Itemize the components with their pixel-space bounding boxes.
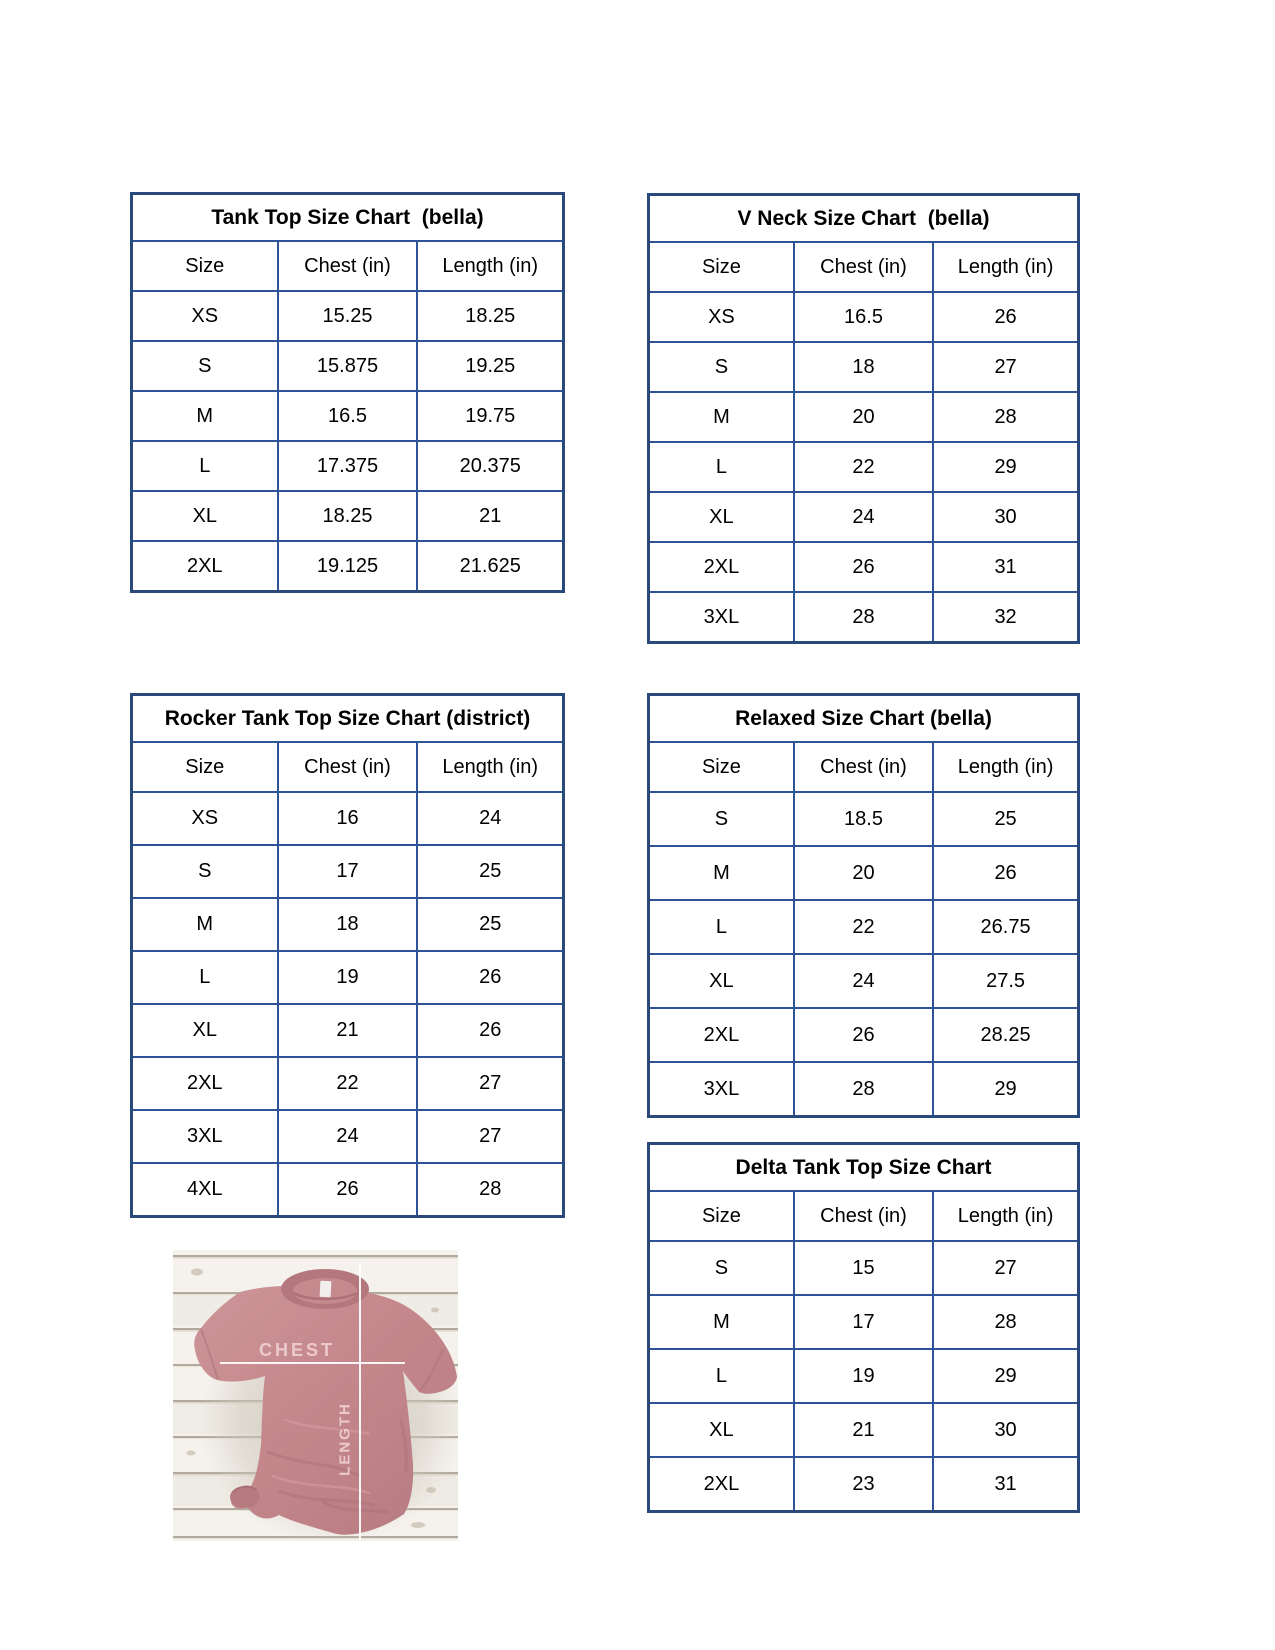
table-row [649, 442, 1079, 492]
neck-label [320, 1281, 332, 1298]
length-cell: 26 [417, 951, 563, 1004]
table-header-row [649, 742, 1079, 792]
chest-cell: 24 [794, 492, 933, 542]
size-cell: 3XL [649, 592, 794, 643]
length-cell: 24 [417, 792, 563, 845]
size-cell: 2XL [649, 542, 794, 592]
size-cell: 3XL [649, 1062, 794, 1117]
table-title: Delta Tank Top Size Chart [649, 1144, 1079, 1192]
table-row [649, 392, 1079, 442]
table-title-row [132, 695, 564, 743]
size-cell: 2XL [132, 541, 278, 592]
table-row [649, 292, 1079, 342]
length-cell: 19.75 [417, 391, 563, 441]
length-cell: 29 [933, 1062, 1078, 1117]
length-cell: 31 [933, 542, 1078, 592]
length-cell: 25 [417, 845, 563, 898]
chest-cell: 21 [278, 1004, 418, 1057]
chest-cell: 15 [794, 1241, 933, 1295]
table-row [132, 1110, 564, 1163]
length-cell: 28.25 [933, 1008, 1078, 1062]
table-row [649, 1008, 1079, 1062]
column-header-chest: Chest (in) [794, 242, 933, 292]
column-header-size: Size [649, 742, 794, 792]
v-neck-size-chart-table [647, 193, 1080, 644]
length-cell: 26 [933, 846, 1078, 900]
size-cell: L [132, 441, 278, 491]
chest-cell: 15.875 [278, 341, 418, 391]
length-cell: 21 [417, 491, 563, 541]
length-cell: 25 [933, 792, 1078, 846]
chest-cell: 17 [794, 1295, 933, 1349]
length-cell: 26 [417, 1004, 563, 1057]
size-cell: XL [649, 492, 794, 542]
table-row [132, 1163, 564, 1217]
table-row [132, 845, 564, 898]
relaxed-size-chart-table [647, 693, 1080, 1118]
length-cell: 27 [933, 1241, 1078, 1295]
chest-cell: 22 [794, 900, 933, 954]
size-cell: 2XL [132, 1057, 278, 1110]
chest-cell: 20 [794, 846, 933, 900]
column-header-chest: Chest (in) [794, 1191, 933, 1241]
chest-cell: 20 [794, 392, 933, 442]
size-cell: S [649, 342, 794, 392]
chest-cell: 18 [794, 342, 933, 392]
table-row [649, 846, 1079, 900]
size-cell: L [649, 900, 794, 954]
table-row [132, 1057, 564, 1110]
tank-top-size-chart-table [130, 192, 565, 593]
table-title-row [649, 195, 1079, 243]
table-row [649, 1295, 1079, 1349]
length-cell: 28 [417, 1163, 563, 1217]
table-row [649, 1457, 1079, 1512]
length-cell: 26 [933, 292, 1078, 342]
length-cell: 32 [933, 592, 1078, 643]
size-cell: L [132, 951, 278, 1004]
length-label: LENGTH [336, 1402, 354, 1476]
chest-cell: 16.5 [794, 292, 933, 342]
chest-cell: 19 [794, 1349, 933, 1403]
table-row [132, 491, 564, 541]
chest-cell: 21 [794, 1403, 933, 1457]
table-row [649, 954, 1079, 1008]
table-row [132, 441, 564, 491]
chest-cell: 28 [794, 592, 933, 643]
table-header-row [132, 241, 564, 291]
table-title: Rocker Tank Top Size Chart (district) [132, 695, 564, 743]
size-cell: M [132, 391, 278, 441]
size-cell: L [649, 1349, 794, 1403]
size-cell: L [649, 442, 794, 492]
chest-cell: 22 [794, 442, 933, 492]
chest-cell: 24 [794, 954, 933, 1008]
table-row [649, 1403, 1079, 1457]
chest-label: CHEST [258, 1340, 336, 1360]
chest-cell: 26 [794, 542, 933, 592]
table-row [132, 898, 564, 951]
tshirt-measurement-illustration [173, 1250, 458, 1541]
size-cell: 4XL [132, 1163, 278, 1217]
length-cell: 27 [417, 1057, 563, 1110]
table-row [649, 542, 1079, 592]
chest-cell: 28 [794, 1062, 933, 1117]
table-row [649, 1241, 1079, 1295]
size-cell: XL [132, 1004, 278, 1057]
table-row [649, 900, 1079, 954]
size-cell: M [132, 898, 278, 951]
column-header-size: Size [132, 241, 278, 291]
size-cell: 2XL [649, 1457, 794, 1512]
column-header-length: Length (in) [417, 742, 563, 792]
size-cell: 3XL [132, 1110, 278, 1163]
chest-cell: 15.25 [278, 291, 418, 341]
length-cell: 27 [933, 342, 1078, 392]
chest-cell: 19 [278, 951, 418, 1004]
column-header-length: Length (in) [933, 242, 1078, 292]
chest-cell: 18.25 [278, 491, 418, 541]
chest-cell: 19.125 [278, 541, 418, 592]
table-title-row [649, 695, 1079, 743]
chest-cell: 18 [278, 898, 418, 951]
size-cell: S [132, 341, 278, 391]
chest-cell: 22 [278, 1057, 418, 1110]
column-header-length: Length (in) [417, 241, 563, 291]
column-header-chest: Chest (in) [278, 742, 418, 792]
chest-cell: 24 [278, 1110, 418, 1163]
table-header-row [132, 742, 564, 792]
table-row [649, 792, 1079, 846]
length-cell: 19.25 [417, 341, 563, 391]
table-header-row [649, 1191, 1079, 1241]
size-cell: XS [649, 292, 794, 342]
length-cell: 28 [933, 392, 1078, 442]
tshirt-measurement-photo [173, 1250, 458, 1541]
table-title-row [132, 194, 564, 242]
delta-tank-top-size-chart-table [647, 1142, 1080, 1513]
length-cell: 25 [417, 898, 563, 951]
size-cell: S [649, 1241, 794, 1295]
size-cell: S [649, 792, 794, 846]
size-cell: XS [132, 792, 278, 845]
table-row [649, 1349, 1079, 1403]
table-row [132, 341, 564, 391]
table-row [132, 1004, 564, 1057]
length-cell: 29 [933, 442, 1078, 492]
table-row [649, 492, 1079, 542]
size-cell: XL [649, 954, 794, 1008]
length-cell: 27 [417, 1110, 563, 1163]
column-header-chest: Chest (in) [794, 742, 933, 792]
column-header-length: Length (in) [933, 742, 1078, 792]
chest-cell: 23 [794, 1457, 933, 1512]
table-title: Tank Top Size Chart (bella) [132, 194, 564, 242]
chest-cell: 16 [278, 792, 418, 845]
length-cell: 30 [933, 1403, 1078, 1457]
length-cell: 31 [933, 1457, 1078, 1512]
length-cell: 18.25 [417, 291, 563, 341]
table-row [649, 1062, 1079, 1117]
table-row [649, 342, 1079, 392]
table-row [132, 951, 564, 1004]
table-row [132, 792, 564, 845]
column-header-chest: Chest (in) [278, 241, 418, 291]
length-cell: 30 [933, 492, 1078, 542]
rocker-tank-top-size-chart-table [130, 693, 565, 1218]
table-row [649, 592, 1079, 643]
length-cell: 29 [933, 1349, 1078, 1403]
size-cell: XL [132, 491, 278, 541]
column-header-size: Size [649, 1191, 794, 1241]
size-cell: XS [132, 291, 278, 341]
size-cell: S [132, 845, 278, 898]
table-row [132, 391, 564, 441]
table-row [132, 541, 564, 592]
chest-cell: 18.5 [794, 792, 933, 846]
size-cell: M [649, 392, 794, 442]
length-cell: 20.375 [417, 441, 563, 491]
size-cell: M [649, 846, 794, 900]
length-cell: 26.75 [933, 900, 1078, 954]
size-cell: XL [649, 1403, 794, 1457]
column-header-size: Size [132, 742, 278, 792]
length-cell: 21.625 [417, 541, 563, 592]
chest-cell: 16.5 [278, 391, 418, 441]
length-cell: 27.5 [933, 954, 1078, 1008]
chest-cell: 17.375 [278, 441, 418, 491]
table-title: Relaxed Size Chart (bella) [649, 695, 1079, 743]
table-title-row [649, 1144, 1079, 1192]
table-header-row [649, 242, 1079, 292]
table-row [132, 291, 564, 341]
table-title: V Neck Size Chart (bella) [649, 195, 1079, 243]
column-header-size: Size [649, 242, 794, 292]
chest-cell: 26 [278, 1163, 418, 1217]
column-header-length: Length (in) [933, 1191, 1078, 1241]
size-cell: M [649, 1295, 794, 1349]
length-cell: 28 [933, 1295, 1078, 1349]
chest-cell: 26 [794, 1008, 933, 1062]
chest-cell: 17 [278, 845, 418, 898]
size-cell: 2XL [649, 1008, 794, 1062]
